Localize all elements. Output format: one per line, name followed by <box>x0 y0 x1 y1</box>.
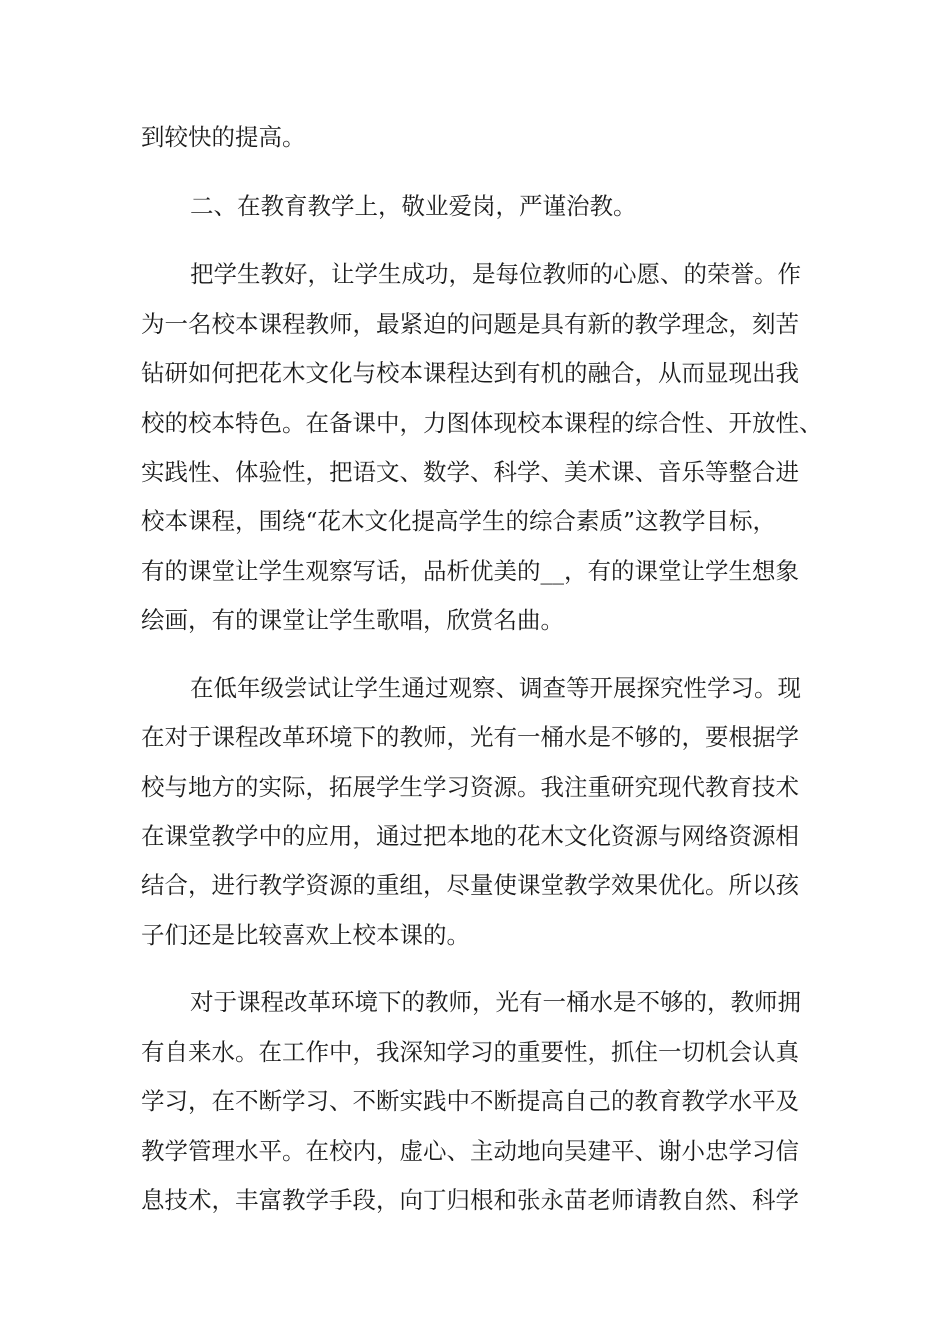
paragraph-5-line-1: 对于课程改革环境下的教师，光有一桶水是不够的，教师拥 <box>190 988 801 1016</box>
paragraph-3-line-4: 校的校本特色。在备课中，力图体现校本课程的综合性、开放性、 <box>141 409 823 437</box>
paragraph-4-line-6: 子们还是比较喜欢上校本课的。 <box>141 921 470 949</box>
paragraph-4-line-4: 在课堂教学中的应用，通过把本地的花木文化资源与网络资源相 <box>141 822 799 850</box>
paragraph-3-line-3: 钻研如何把花木文化与校本课程达到有机的融合，从而显现出我 <box>141 359 799 387</box>
paragraph-5-line-3: 学习，在不断学习、不断实践中不断提高自己的教育教学水平及 <box>141 1087 799 1115</box>
paragraph-1-line-1: 到较快的提高。 <box>141 123 306 151</box>
paragraph-3-line-2: 为一名校本课程教师，最紧迫的问题是具有新的教学理念，刻苦 <box>141 310 799 338</box>
paragraph-5-line-5: 息技术，丰富教学手段，向丁归根和张永苗老师请教自然、科学 <box>141 1186 799 1214</box>
paragraph-3-line-7: 有的课堂让学生观察写话，品析优美的__，有的课堂让学生想象 <box>141 557 799 585</box>
paragraph-3-line-5: 实践性、体验性，把语文、数学、科学、美术课、音乐等整合进 <box>141 458 799 486</box>
paragraph-4-line-1: 在低年级尝试让学生通过观察、调查等开展探究性学习。现 <box>190 674 801 702</box>
paragraph-4-line-3: 校与地方的实际，拓展学生学习资源。我注重研究现代教育技术 <box>141 773 799 801</box>
paragraph-3-line-8: 绘画，有的课堂让学生歌唱，欣赏名曲。 <box>141 606 564 634</box>
paragraph-3-line-1: 把学生教好，让学生成功，是每位教师的心愿、的荣誉。作 <box>190 260 801 288</box>
paragraph-5-line-4: 教学管理水平。在校内，虚心、主动地向吴建平、谢小忠学习信 <box>141 1137 799 1165</box>
paragraph-3-line-6: 校本课程，围绕“花木文化提高学生的综合素质”这教学目标， <box>141 507 777 535</box>
section-heading: 二、在教育教学上，敬业爱岗，严谨治教。 <box>190 192 637 220</box>
paragraph-4-line-2: 在对于课程改革环境下的教师，光有一桶水是不够的，要根据学 <box>141 723 799 751</box>
paragraph-5-line-2: 有自来水。在工作中，我深知学习的重要性，抓住一切机会认真 <box>141 1038 799 1066</box>
paragraph-4-line-5: 结合，进行教学资源的重组，尽量使课堂教学效果优化。所以孩 <box>141 871 799 899</box>
